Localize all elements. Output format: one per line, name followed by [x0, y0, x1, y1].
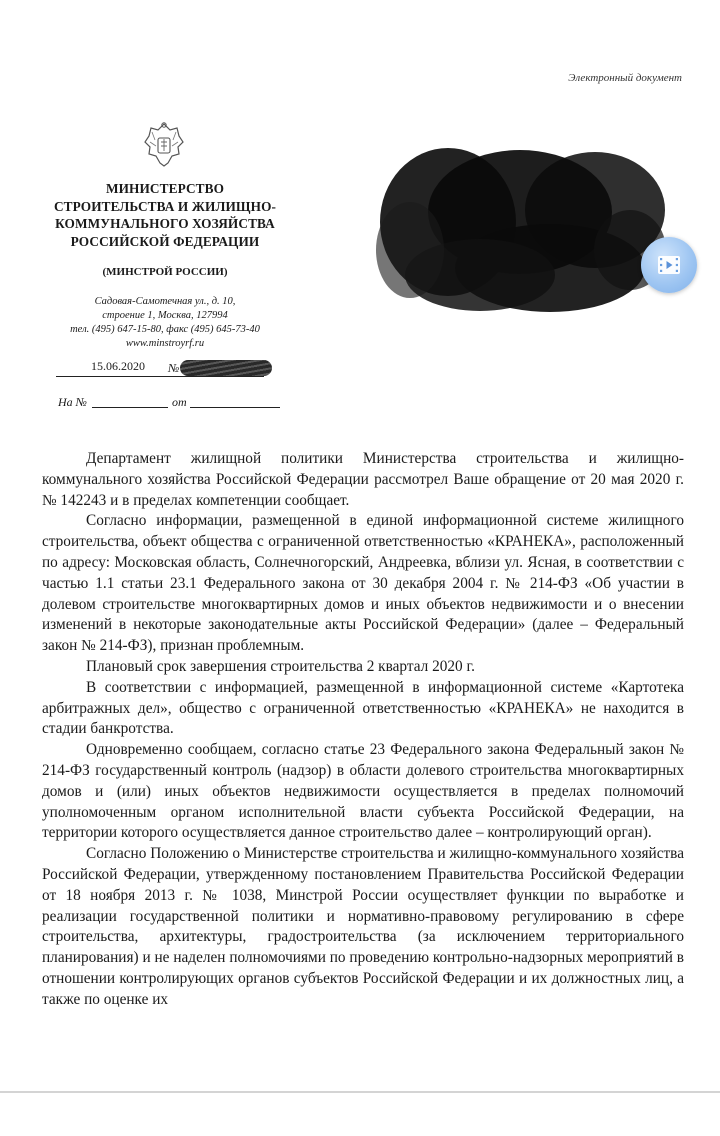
ministry-name-line: СТРОИТЕЛЬСТВА И ЖИЛИЩНО-	[53, 198, 277, 214]
website-line: www.minstroyrf.ru	[125, 338, 205, 349]
body-paragraph: Плановый срок завершения строительства 2 квартал 2020 г.	[86, 657, 475, 675]
reference-date-line	[190, 407, 280, 408]
ministry-name	[34, 180, 296, 250]
date-underline	[56, 376, 168, 377]
reference-number-line	[92, 407, 168, 408]
ministry-name-line: РОССИЙСКОЙ ФЕДЕРАЦИИ	[70, 233, 260, 249]
video-play-button[interactable]	[641, 237, 697, 293]
ministry-address	[34, 295, 296, 351]
document-date: 15.06.2020	[91, 359, 145, 373]
reference-from-label: от	[172, 395, 187, 409]
body-paragraph: Одновременно сообщаем, согласно статье 23 Федерального закона Федеральный закон № 214-ФЗ государственный контроль (надзор) в области долевого строительства многоквартирных домов и (или) иных объектов недвижимости осуществляется в пределах полномочий уполномоченным органом исполнительной власти субъекта Российской Федерации, на территории которого осуществляется данное строительство далее – контролирующий орган).	[42, 741, 684, 842]
ministry-name-line: МИНИСТЕРСТВО	[105, 181, 225, 196]
redaction-mark	[370, 140, 670, 315]
letter-body	[42, 449, 684, 1011]
coat-of-arms-icon	[141, 120, 187, 170]
address-line: Садовая-Самотечная ул., д. 10,	[94, 296, 236, 307]
number-underline	[168, 376, 264, 377]
reference-prefix: На №	[58, 395, 87, 409]
number-prefix: №	[168, 361, 180, 375]
ministry-name-line: КОММУНАЛЬНОГО ХОЗЯЙСТВА	[55, 216, 275, 231]
video-play-icon	[655, 251, 683, 279]
redacted-number	[180, 360, 272, 376]
body-paragraph: В соответствии с информацией, размещенной в информационной системе «Картотека арбитражных дел», общество с ограниченной ответственностью «КРАНЕКА» не находится в стадии банкротства.	[42, 678, 684, 738]
phone-fax-line: тел. (495) 647-15-80, факс (495) 645-73-40	[70, 324, 260, 335]
electronic-document-label: Электронный документ	[568, 72, 682, 84]
body-paragraph: Согласно информации, размещенной в единой информационной системе жилищного строительства, объект общества с ограниченной ответственностью «КРАНЕКА», расположенный по адресу: Московская область, Солнечногорский, Андреевка, вблизи ул. Ясная, в соответствии с частью 1.1 статьи 23.1 Федерального закона от 30 декабря 2004 г. № 214-ФЗ «Об участии в долевом строительстве многоквартирных домов и иных объектов недвижимости и о внесении изменений в некоторые законодательные акты Российской Федерации» (далее – Федеральный закон № 214-ФЗ), признан проблемным.	[42, 512, 684, 655]
body-paragraph: Согласно Положению о Министерстве строительства и жилищно-коммунального хозяйства Российской Федерации, утвержденному постановлением Правительства Российской Федерации от 18 ноября 2013 г. № 1038, Минстрой России осуществляет функции по выработке и реализации государственной политики и нормативно-правовому регулированию в сфере строительства, архитектуры, градостроительства (за исключением территориального планирования) и не наделен полномочиями по проведению контрольно-надзорных мероприятий в отношении контролирующих органов субъектов Российской Федерации и их должностных лиц, а также по оценке их	[42, 845, 684, 1008]
body-paragraph: Департамент жилищной политики Министерства строительства и жилищно-коммунального хозяйства Российской Федерации рассмотрел Ваше обращение от 20 мая 2020 г. № 142243 и в пределах компетенции сообщает.	[42, 450, 684, 509]
address-line: строение 1, Москва, 127994	[102, 310, 228, 321]
page-bottom-divider	[0, 1091, 720, 1093]
ministry-short-name: (МИНСТРОЙ РОССИИ)	[102, 266, 228, 278]
